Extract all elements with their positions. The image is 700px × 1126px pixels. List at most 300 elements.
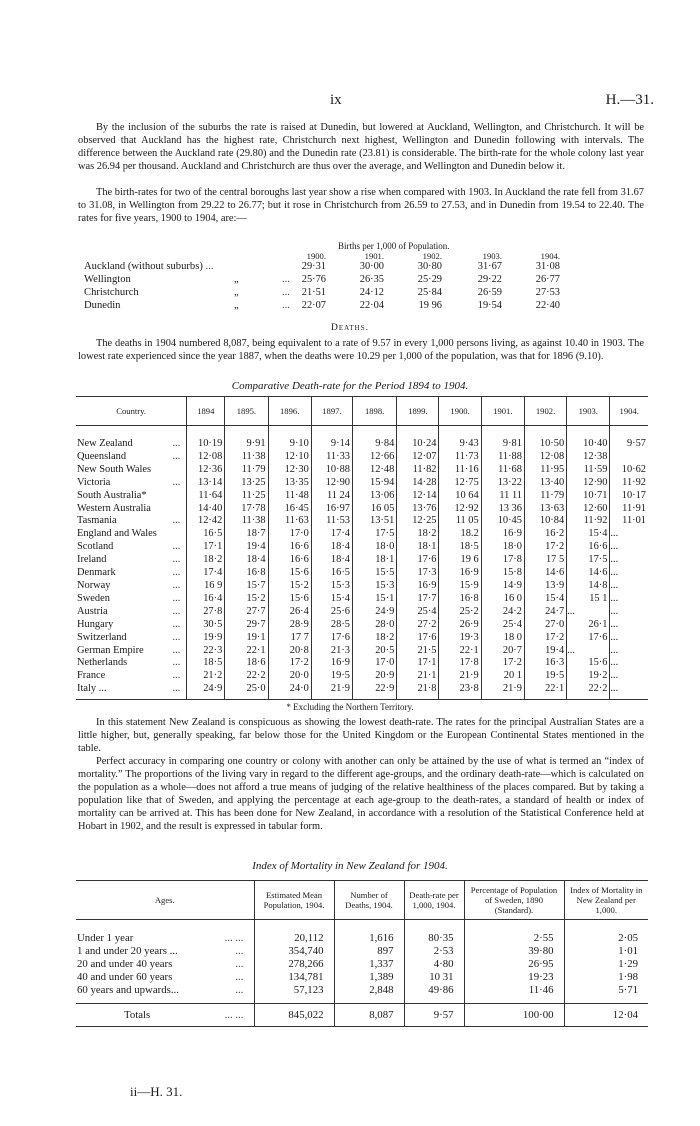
table-row	[76, 541, 648, 554]
death-rate-value: 22·3	[187, 645, 225, 658]
index-of-mortality-title: Index of Mortality in New Zealand for 1904.	[252, 860, 448, 872]
death-rate-value: 17·5	[352, 528, 396, 541]
birth-rate-value: 19·54	[477, 300, 502, 311]
death-rate-value: 17·2	[268, 657, 311, 670]
death-rate-value: 18·2	[187, 554, 225, 567]
death-rate-value: 11·79	[524, 490, 566, 503]
death-rate-value: 13·14	[187, 477, 225, 490]
death-rate-value: 11·59	[567, 464, 610, 477]
age-group: 40 and under 60 years ...	[76, 971, 254, 984]
death-rate-value: 20·9	[352, 670, 396, 683]
index-rate-value: 9·57	[404, 1003, 464, 1027]
table-row	[76, 593, 648, 606]
death-rate-value: 9·57	[626, 438, 646, 449]
table-row	[76, 451, 648, 464]
death-rate-value: 19·3	[439, 632, 481, 645]
table-row	[76, 945, 648, 958]
birth-rate-value: 22·40	[535, 300, 560, 311]
death-rate-value: 10·71	[567, 490, 610, 503]
death-rate-value: 26·9	[439, 619, 481, 632]
death-rate-value: 16·9	[397, 580, 439, 593]
death-rate-value: 15·6	[567, 657, 610, 670]
death-rate-value: 16 05	[352, 503, 396, 516]
death-rate-value: 17·2	[481, 657, 524, 670]
death-rate-value: 17·0	[268, 528, 311, 541]
death-rate-value: 12·36	[187, 464, 225, 477]
death-rate-value: 11·01	[622, 515, 646, 527]
country-name: Italy ... ...	[76, 683, 187, 699]
death-rate-value: 12·07	[397, 451, 439, 464]
death-rate-value: 28·0	[352, 619, 396, 632]
index-header-row	[76, 881, 648, 920]
death-rate-value: ...	[610, 657, 619, 669]
death-rate-value: 18·4	[311, 554, 352, 567]
paragraph-central-boroughs: The birth-rates for two of the central boroughs last year show a rise when compared with 1903. In Auckland the rate fell from 31.67 to 31.08, in Wellington from 29.22 to 26.77; but it rose in Christchurch from 26.59 to 27.53, and in Dunedin from 19.54 to 22.40. The rates for five years, 1900 to 1904, are:—	[78, 187, 644, 224]
header-year: 1900.	[439, 397, 481, 426]
death-rate-value: 10·40	[567, 438, 610, 451]
death-rate-value: 16·6	[268, 554, 311, 567]
death-rate-value: 21·9	[439, 670, 481, 683]
index-deaths-value: 1,337	[334, 958, 404, 971]
death-rate-value: 17·6	[397, 554, 439, 567]
death-rate-value: ...	[610, 528, 619, 540]
index-index-value: 1·98	[618, 970, 638, 983]
country-name: Victoria ...	[76, 477, 187, 490]
death-rate-value: 12·14	[397, 490, 439, 503]
death-rate-value: 17·1	[187, 541, 225, 554]
birth-rate-value: 24·12	[359, 287, 384, 298]
death-rate-value: 11·38	[225, 451, 268, 464]
death-rate-value: 16·45	[268, 503, 311, 516]
death-rate-value: 27·7	[225, 606, 268, 619]
index-index-value: 5·71	[618, 983, 638, 996]
death-rate-value: 10·24	[397, 438, 439, 451]
country-name: England and Wales	[76, 528, 187, 541]
death-rate-value: 14·6	[567, 567, 610, 580]
death-rate-value: 14·28	[397, 477, 439, 490]
death-rate-value: 20 1	[481, 670, 524, 683]
death-rate-value: 17 5	[524, 554, 566, 567]
death-rate-value: 16·3	[524, 657, 566, 670]
death-rate-value: 13·9	[524, 580, 566, 593]
death-rate-value: 22·2	[225, 670, 268, 683]
table-row	[76, 567, 648, 580]
death-rate-value: 17·7	[397, 593, 439, 606]
birth-rate-value: 29·22	[477, 274, 502, 285]
death-rate-value: 16·5	[311, 567, 352, 580]
death-rate-value: 15·5	[352, 567, 396, 580]
death-rate-value: ...	[610, 541, 619, 553]
age-group: 20 and under 40 years ...	[76, 958, 254, 971]
index-rate-value: 49·86	[404, 984, 464, 997]
death-rate-value: 17·6	[397, 632, 439, 645]
birth-rate-year: 1901.	[364, 251, 384, 261]
death-rate-value: 17·78	[225, 503, 268, 516]
table-row	[76, 683, 648, 699]
page-number: ix	[330, 92, 342, 108]
death-rate-value: 13·76	[397, 503, 439, 516]
index-population-value: 278,266	[254, 958, 334, 971]
country-name: France ...	[76, 670, 187, 683]
death-rate-value: 11 05	[439, 515, 481, 528]
header-year: 1895.	[225, 397, 268, 426]
death-rate-value: 25·6	[311, 606, 352, 619]
death-rate-value: 20·7	[481, 645, 524, 658]
death-rate-value: 16·2	[524, 528, 566, 541]
death-rate-value: 19·5	[524, 670, 566, 683]
death-rate-value: 24·2	[481, 606, 524, 619]
death-rate-value: 26·1	[567, 619, 610, 632]
country-name: New Zealand ...	[76, 438, 187, 451]
birth-rate-value: 26·59	[477, 287, 502, 298]
deaths-heading: Deaths.	[330, 323, 369, 333]
header-population: Estimated Mean Population, 1904.	[254, 881, 334, 920]
death-rate-value: 11·91	[622, 502, 646, 514]
death-rate-value: 25·0	[225, 683, 268, 699]
death-rate-value: ...	[567, 645, 610, 658]
comparative-death-rate-title: Comparative Death-rate for the Period 1894 to 1904.	[231, 380, 469, 392]
table-row	[76, 515, 648, 528]
death-rate-value: 11·73	[439, 451, 481, 464]
country-name: Tasmania ...	[76, 515, 187, 528]
table-row	[76, 619, 648, 632]
index-rate-value: 80·35	[404, 932, 464, 945]
death-rate-value: 9·10	[268, 438, 311, 451]
death-rate-value: 13·63	[524, 503, 566, 516]
death-rate-value: 9·84	[352, 438, 396, 451]
death-rate-value: 11·92	[567, 515, 610, 528]
paragraph-deaths-1904: The deaths in 1904 numbered 8,087, being equivalent to a rate of 9.57 in every 1,000 persons living, as against 10.40 in 1903. The lowest rate experienced since the year 1887, when the deaths were 10.29 per 1,000 of the population, was that for 1896 (9.10).	[78, 338, 644, 362]
death-rate-value: 28·5	[311, 619, 352, 632]
death-rate-value: 16·9	[481, 528, 524, 541]
death-rate-value: 30·5	[187, 619, 225, 632]
death-rate-value: 10·88	[311, 464, 352, 477]
death-rate-value: 11·95	[524, 464, 566, 477]
death-rate-value: 28·9	[268, 619, 311, 632]
death-rate-value: 21·3	[311, 645, 352, 658]
country-name: Austria ...	[76, 606, 187, 619]
index-rate-value: 4·80	[404, 958, 464, 971]
death-rate-value: 11·79	[225, 464, 268, 477]
index-index-value: 2·05	[618, 932, 638, 944]
death-rate-value: 24·7	[524, 606, 566, 619]
index-index-value: 1·01	[618, 944, 638, 957]
death-rate-value: ...	[610, 670, 619, 682]
table-row	[76, 528, 648, 541]
index-deaths-value: 897	[334, 945, 404, 958]
death-rate-value: 15·4	[311, 593, 352, 606]
index-population-value: 20,112	[254, 932, 334, 945]
death-rate-value: 15·4	[524, 593, 566, 606]
death-rate-value: 20·5	[352, 645, 396, 658]
table-row	[76, 632, 648, 645]
death-rate-value: 18·5	[439, 541, 481, 554]
header-index: Index of Mortality in New Zealand per 1,000.	[564, 881, 648, 920]
country-name: Western Australia	[76, 503, 187, 516]
death-rate-value: 29·7	[225, 619, 268, 632]
death-rate-value: 15·2	[225, 593, 268, 606]
death-rate-value: 17·5	[567, 554, 610, 567]
death-rate-value: 19 6	[439, 554, 481, 567]
death-rate-value: ...	[610, 644, 619, 656]
death-rate-value: 11·48	[268, 490, 311, 503]
death-rate-value: 13·35	[268, 477, 311, 490]
death-rate-value: 16·6	[567, 541, 610, 554]
death-rate-value: ...	[610, 592, 619, 604]
table-row	[76, 657, 648, 670]
paragraph-suburbs-rate: By the inclusion of the suburbs the rate is raised at Dunedin, but lowered at Auckland, Wellington, and Christchurch. It will be observed that Auckland has the highest rate, Christchurch next highest, Wellington and Dunedin following with intervals. The difference between the Auckland rate (29.80) and the Dunedin rate (23.81) is considerable. The birth-rate for the whole colony last year was 26.94 per thousand. Auckland and Christchurch are thus over the average, and Wellington and Dunedin below it.	[78, 122, 644, 172]
paragraph-index-of-mortality: Perfect accuracy in comparing one country or colony with another can only be attained by the use of what is termed an “index of mortality.” The proportions of the living vary in regard to the different age-groups, and the ordinary death-rate—which is calculated on the population as a whole—does not afford a true means of judging of the relative healthiness of the places compared. But by taking a population like that of Sweden, and applying the percentage at each age-group to the death-rates, a standard of health or index of mortality can be arrived at. This has been done for New Zealand, in accordance with a resolution of the Statistical Conference held at Hobart in 1902, and the result is expressed in tabular form.	[78, 756, 644, 832]
death-rate-value: 12·30	[268, 464, 311, 477]
death-rate-value: 11 24	[311, 490, 352, 503]
death-rate-value: 17·4	[311, 528, 352, 541]
age-group: Under 1 year ... ...	[76, 932, 254, 945]
death-rate-value: 12·90	[567, 477, 610, 490]
index-percentage-value: 11·46	[464, 984, 564, 997]
death-rate-value: 12·66	[352, 451, 396, 464]
header-death-rate: Death-rate per 1,000, 1904.	[404, 881, 464, 920]
death-rate-value: 10·62	[621, 463, 646, 475]
index-rate-value: 10 31	[404, 971, 464, 984]
death-rate-value: ...	[610, 605, 619, 617]
death-rate-value: 11·63	[268, 515, 311, 528]
death-rate-value: 16·9	[311, 657, 352, 670]
age-group: Totals ... ...	[76, 1003, 254, 1027]
death-rate-value: 17·6	[311, 632, 352, 645]
birth-rate-value: 30·00	[359, 261, 384, 272]
birth-rate-year: 1904.	[540, 251, 560, 261]
death-rate-value: 10·50	[524, 438, 566, 451]
death-rate-value: 12·25	[397, 515, 439, 528]
death-rate-value: 11·92	[622, 476, 646, 488]
death-rate-value: 17·3	[397, 567, 439, 580]
death-rate-value: 16·8	[439, 593, 481, 606]
death-rate-value: 20·8	[268, 645, 311, 658]
birth-rate-value: 31·67	[477, 261, 502, 272]
index-percentage-value: 26·95	[464, 958, 564, 971]
birth-rate-value: 25·84	[417, 287, 442, 298]
index-body	[76, 920, 648, 1027]
country-name: Scotland ...	[76, 541, 187, 554]
death-rate-value: 24·9	[187, 683, 225, 699]
death-rate-value: 27·8	[187, 606, 225, 619]
death-rate-value: 18·6	[225, 657, 268, 670]
birth-rate-value: 22·07	[301, 300, 326, 311]
header-year: 1903.	[567, 397, 610, 426]
death-rate-value: 10·17	[621, 489, 646, 501]
birth-rate-value: 27·53	[535, 287, 560, 298]
birth-rate-row-label: Dunedin „ ...	[84, 300, 290, 311]
birth-rate-value: 31·08	[535, 261, 560, 272]
death-rate-value: 17·2	[524, 632, 566, 645]
death-rate-value: 15·1	[352, 593, 396, 606]
country-name: Ireland ...	[76, 554, 187, 567]
death-rate-value: 17·0	[352, 657, 396, 670]
death-rate-value: 21·8	[397, 683, 439, 699]
table-row	[76, 580, 648, 593]
death-rate-value: 18·0	[352, 541, 396, 554]
header-country: Country.	[76, 397, 187, 426]
index-index-value: 12·04	[564, 1003, 648, 1027]
header-year: 1899.	[397, 397, 439, 426]
death-rate-value: 11·38	[225, 515, 268, 528]
death-rate-value: 17·4	[187, 567, 225, 580]
death-rate-value: 26·4	[268, 606, 311, 619]
death-rate-value: 25·4	[481, 619, 524, 632]
birth-rate-value: 21·51	[301, 287, 326, 298]
index-deaths-value: 1,389	[334, 971, 404, 984]
death-rate-value: ...	[610, 567, 619, 579]
death-rate-value: 18.2	[439, 528, 481, 541]
death-rate-value: 21·1	[397, 670, 439, 683]
death-rate-value: 25·4	[397, 606, 439, 619]
death-rate-value: 14·6	[524, 567, 566, 580]
death-rate-value: ...	[610, 618, 619, 630]
death-rate-value: 16·4	[187, 593, 225, 606]
death-rate-value: 12·48	[352, 464, 396, 477]
age-group: 1 and under 20 years ... ...	[76, 945, 254, 958]
death-rate-value: 16·97	[311, 503, 352, 516]
header-deaths: Number of Deaths, 1904.	[334, 881, 404, 920]
death-rate-value: 19·4	[524, 645, 566, 658]
table-row	[76, 984, 648, 997]
death-rate-value: 16 9	[187, 580, 225, 593]
death-rate-value: 22·2	[567, 683, 610, 699]
table-row	[76, 670, 648, 683]
death-rate-value: 10 64	[439, 490, 481, 503]
death-rate-value: ...	[567, 606, 610, 619]
document-reference: H.—31.	[605, 92, 654, 108]
index-percentage-value: 39·80	[464, 945, 564, 958]
header-year: 1898.	[352, 397, 396, 426]
index-percentage-value: 19·23	[464, 971, 564, 984]
death-rate-value: 17·2	[524, 541, 566, 554]
birth-rate-value: 30·80	[417, 261, 442, 272]
death-rate-value: 16·5	[187, 528, 225, 541]
death-rate-value: 19·5	[311, 670, 352, 683]
death-rate-value: 12·08	[524, 451, 566, 464]
death-rate-value: ...	[610, 631, 619, 643]
header-year: 1901.	[481, 397, 524, 426]
death-rate-value: 15·3	[352, 580, 396, 593]
death-rate-value: 14·40	[187, 503, 225, 516]
birth-rate-value: 29·31	[301, 261, 326, 272]
paragraph-new-zealand-conspicuous: In this statement New Zealand is conspicuous as showing the lowest death-rate. The rates for the principal Australian States are a little higher, but, generally speaking, far below those for the United Kingdom or the European Continental States mentioned in the table.	[78, 717, 644, 754]
country-name: Norway ...	[76, 580, 187, 593]
death-rate-value: 12·08	[187, 451, 225, 464]
table-row	[76, 490, 648, 503]
death-rate-value: 22·1	[439, 645, 481, 658]
death-rate-value: 11·33	[311, 451, 352, 464]
death-rate-value: 9·43	[439, 438, 481, 451]
death-rate-value: 18·1	[397, 541, 439, 554]
death-rate-value: 14·8	[567, 580, 610, 593]
death-rate-value: 15·4	[567, 528, 610, 541]
header-ages: Ages.	[76, 881, 254, 920]
death-rate-value: 13·25	[225, 477, 268, 490]
footnote: * Excluding the Northern Territory.	[286, 702, 414, 712]
death-rate-value: 22·1	[225, 645, 268, 658]
death-rate-value: 11 11	[481, 490, 524, 503]
birth-rate-value: 19 96	[418, 300, 442, 311]
death-rate-value: 11·64	[187, 490, 225, 503]
birth-rate-value: 25·29	[417, 274, 442, 285]
death-rate-value: 15·94	[352, 477, 396, 490]
death-rate-value: 24·0	[268, 683, 311, 699]
country-name: New South Wales	[76, 464, 187, 477]
death-rate-value: 18 0	[481, 632, 524, 645]
death-rate-value: 17·8	[481, 554, 524, 567]
comparative-death-rate-table	[76, 396, 648, 700]
death-rate-value: 10·84	[524, 515, 566, 528]
birth-rate-value: 26·77	[535, 274, 560, 285]
age-group: 60 years and upwards... ...	[76, 984, 254, 997]
page-footer: ii—H. 31.	[130, 1084, 183, 1099]
index-index-value: 1·29	[618, 957, 638, 970]
death-rate-value: 18·4	[311, 541, 352, 554]
death-rate-value: 16·6	[268, 541, 311, 554]
table-row	[76, 438, 648, 451]
death-rate-value: 10·45	[481, 515, 524, 528]
death-rate-value: 21·2	[187, 670, 225, 683]
country-name: Netherlands ...	[76, 657, 187, 670]
death-rate-value: 22·9	[352, 683, 396, 699]
death-rate-value	[610, 451, 648, 464]
death-rate-value: 15·8	[481, 567, 524, 580]
death-rate-value: 12·92	[439, 503, 481, 516]
index-percentage-value: 2·55	[464, 932, 564, 945]
birth-rate-year: 1902.	[422, 251, 442, 261]
table-row	[76, 554, 648, 567]
death-rate-value: 18·5	[187, 657, 225, 670]
death-rate-value: 19·4	[225, 541, 268, 554]
death-rate-value: 13·06	[352, 490, 396, 503]
birth-rate-value: 26·35	[359, 274, 384, 285]
death-rate-value: 16 0	[481, 593, 524, 606]
header-year: 1902.	[524, 397, 566, 426]
death-rate-value: 17·6	[567, 632, 610, 645]
death-rate-value: 18·7	[225, 528, 268, 541]
death-rate-value: 13·22	[481, 477, 524, 490]
death-rate-value: 24·9	[352, 606, 396, 619]
country-name: Queensland ...	[76, 451, 187, 464]
death-rate-value: 12·42	[187, 515, 225, 528]
birth-rate-row-label: Auckland (without suburbs) ...	[84, 261, 214, 272]
index-population-value: 845,022	[254, 1003, 334, 1027]
death-rate-value: 23·8	[439, 683, 481, 699]
header-year: 1894	[187, 397, 225, 426]
header-year: 1904.	[610, 397, 648, 426]
birth-rate-year: 1900.	[306, 251, 326, 261]
death-rate-header-row	[76, 397, 648, 426]
index-rate-value: 2·53	[404, 945, 464, 958]
death-rate-value: 18·2	[397, 528, 439, 541]
death-rate-value: 16·8	[225, 567, 268, 580]
death-rate-value: 19·1	[225, 632, 268, 645]
birth-rate-row-label: Christchurch „ ...	[84, 287, 290, 298]
death-rate-body	[76, 426, 648, 700]
birth-rate-row-label: Wellington „ ...	[84, 274, 290, 285]
table-row	[76, 1003, 648, 1027]
table-row	[76, 645, 648, 658]
birth-rate-heading: Births per 1,000 of Population.	[338, 241, 450, 251]
death-rate-value: 12·60	[567, 503, 610, 516]
death-rate-value: 13·51	[352, 515, 396, 528]
death-rate-value: 15·9	[439, 580, 481, 593]
death-rate-value: 19·9	[187, 632, 225, 645]
index-deaths-value: 1,616	[334, 932, 404, 945]
index-percentage-value: 100·00	[464, 1003, 564, 1027]
